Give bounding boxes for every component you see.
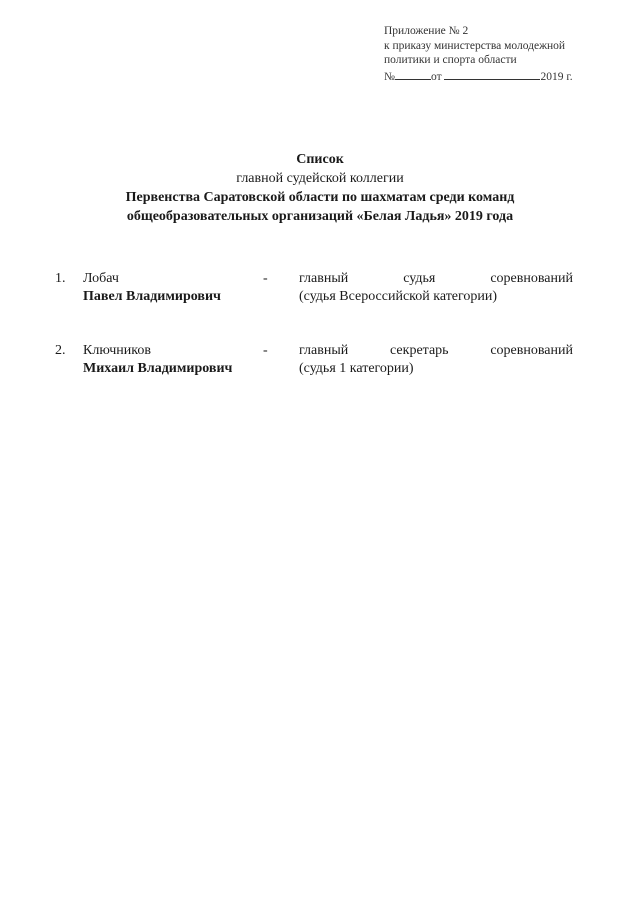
title-line-4: общеобразовательных организаций «Белая Ладья» 2019 года <box>126 209 514 224</box>
member-surname: Лобач <box>83 271 119 286</box>
list-item <box>55 342 585 378</box>
member-role: главный секретарь соревнований <box>299 343 573 358</box>
member-category: (судья 1 категории) <box>299 361 414 376</box>
item-number: 2. <box>55 343 66 358</box>
date-prefix: от <box>430 70 442 83</box>
title-line-2: главной судейской коллегии <box>236 171 404 186</box>
member-category: (судья Всероссийской категории) <box>299 289 498 304</box>
item-number: 1. <box>55 271 66 286</box>
number-blank <box>395 68 431 80</box>
member-given-name: Павел Владимирович <box>83 289 221 304</box>
document-title <box>0 150 640 226</box>
date-blank <box>444 68 540 80</box>
member-surname: Ключников <box>83 343 151 358</box>
member-role: главный судья соревнований <box>299 271 573 286</box>
appendix-header <box>384 24 573 84</box>
separator-dash: - <box>263 343 268 358</box>
title-line-3: Первенства Саратовской области по шахматам среди команд <box>125 190 515 205</box>
appendix-number-date-line <box>384 68 573 85</box>
separator-dash: - <box>263 271 268 286</box>
judges-list <box>55 270 585 414</box>
appendix-ministry-line: политики и спорта области <box>384 54 517 66</box>
appendix-order-line: к приказу министерства молодежной <box>384 39 566 52</box>
year-suffix: 2019 г. <box>540 70 573 83</box>
appendix-title: Приложение № 2 <box>384 25 469 37</box>
number-prefix: № <box>384 70 395 83</box>
title-line-1: Список <box>296 152 344 167</box>
list-item <box>55 270 585 306</box>
member-given-name: Михаил Владимирович <box>83 361 233 376</box>
